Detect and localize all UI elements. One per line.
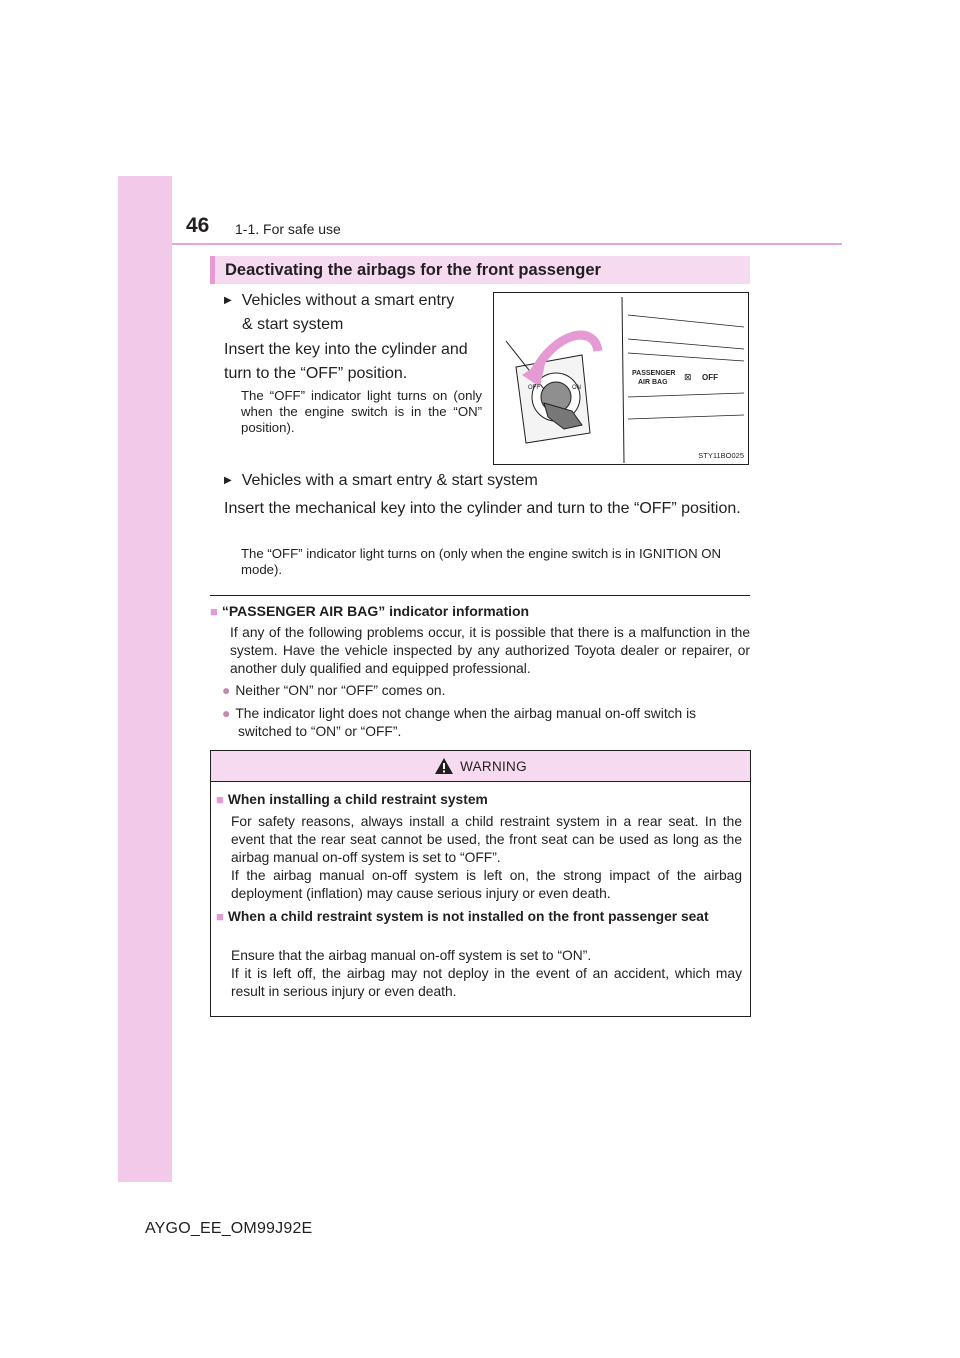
square-bullet-icon: ■ xyxy=(216,792,224,807)
note-with-smart: The “OFF” indicator light turns on (only when the engine switch is in IGNITION ON mode). xyxy=(241,546,722,577)
section-label: 1-1. For safe use xyxy=(235,221,341,237)
subheading-without-smart: ▶ Vehicles without a smart entry & start system xyxy=(224,292,455,333)
subheading-with-smart: ▶ Vehicles with a smart entry & start system xyxy=(224,472,538,489)
triangle-bullet-icon: ▶ xyxy=(224,295,232,306)
warning-triangle-icon xyxy=(434,757,454,775)
indicator-info-title: ■ “PASSENGER AIR BAG” indicator information xyxy=(210,603,530,619)
switch-on-text: ON xyxy=(572,385,581,391)
square-bullet-icon: ■ xyxy=(216,909,224,924)
side-color-band xyxy=(118,176,172,1182)
page-number: 46 xyxy=(186,214,210,237)
indicator-bullet-2: ● The indicator light does not change when the airbag manual on-off switch is switched to “ON” or “OFF”. xyxy=(222,706,697,739)
panel-label-passenger: PASSENGER xyxy=(632,370,676,377)
indicator-info-body: If any of the following problems occur, it is possible that there is a malfunction in the system. Have the vehicle inspected by any authorized Toyota dealer or repairer, or another duly qualified and equipped professional. xyxy=(230,625,750,676)
round-bullet-icon: ● xyxy=(222,683,231,698)
switch-off-text: OFF xyxy=(528,385,540,391)
section-heading: Deactivating the airbags for the front passenger xyxy=(210,256,750,284)
warning-item-2-body1: Ensure that the airbag manual on-off system is set to “ON”. xyxy=(231,948,592,963)
divider xyxy=(210,595,750,596)
square-bullet-icon: ■ xyxy=(210,604,218,619)
warning-item-1-body1: For safety reasons, always install a child restraint system in a rear seat. In the event that the rear seat cannot be used, the front seat can be used as long as the airbag manual on-off system is set to “OFF”. xyxy=(231,814,742,865)
warning-item-2-title: ■ When a child restraint system is not installed on the front passenger seat xyxy=(216,909,709,924)
note-without-smart: The “OFF” indicator light turns on (only when the engine switch is in the “ON” position). xyxy=(241,388,482,435)
triangle-bullet-icon: ▶ xyxy=(224,475,232,486)
airbag-off-icon: ⊠ xyxy=(684,373,692,383)
footer-code: AYGO_EE_OM99J92E xyxy=(145,1220,313,1237)
airbag-switch-illustration xyxy=(494,293,748,464)
header-rule xyxy=(172,243,842,245)
panel-label-airbag: AIR BAG xyxy=(638,379,668,386)
warning-item-1-body2: If the airbag manual on-off system is left on, the strong impact of the airbag deployment (inflation) may cause serious injury or even death. xyxy=(231,868,742,901)
warning-header xyxy=(211,751,750,782)
warning-label: WARNING xyxy=(460,758,527,774)
warning-box xyxy=(210,750,751,1017)
instruction-with-smart: Insert the mechanical key into the cylinder and turn to the “OFF” position. xyxy=(224,500,741,517)
warning-item-1-title: ■ When installing a child restraint system xyxy=(216,792,488,807)
instruction-without-smart: Insert the key into the cylinder and turn to the “OFF” position. xyxy=(224,341,468,382)
figure-code: STY11BO025 xyxy=(698,451,744,460)
warning-item-2-body2: If it is left off, the airbag may not deploy in the event of an accident, which may result in serious injury or even death. xyxy=(231,966,742,999)
panel-off-text: OFF xyxy=(702,373,718,382)
airbag-switch-figure xyxy=(493,292,749,465)
round-bullet-icon: ● xyxy=(222,706,231,721)
indicator-bullet-1: ● Neither “ON” nor “OFF” comes on. xyxy=(222,683,446,698)
